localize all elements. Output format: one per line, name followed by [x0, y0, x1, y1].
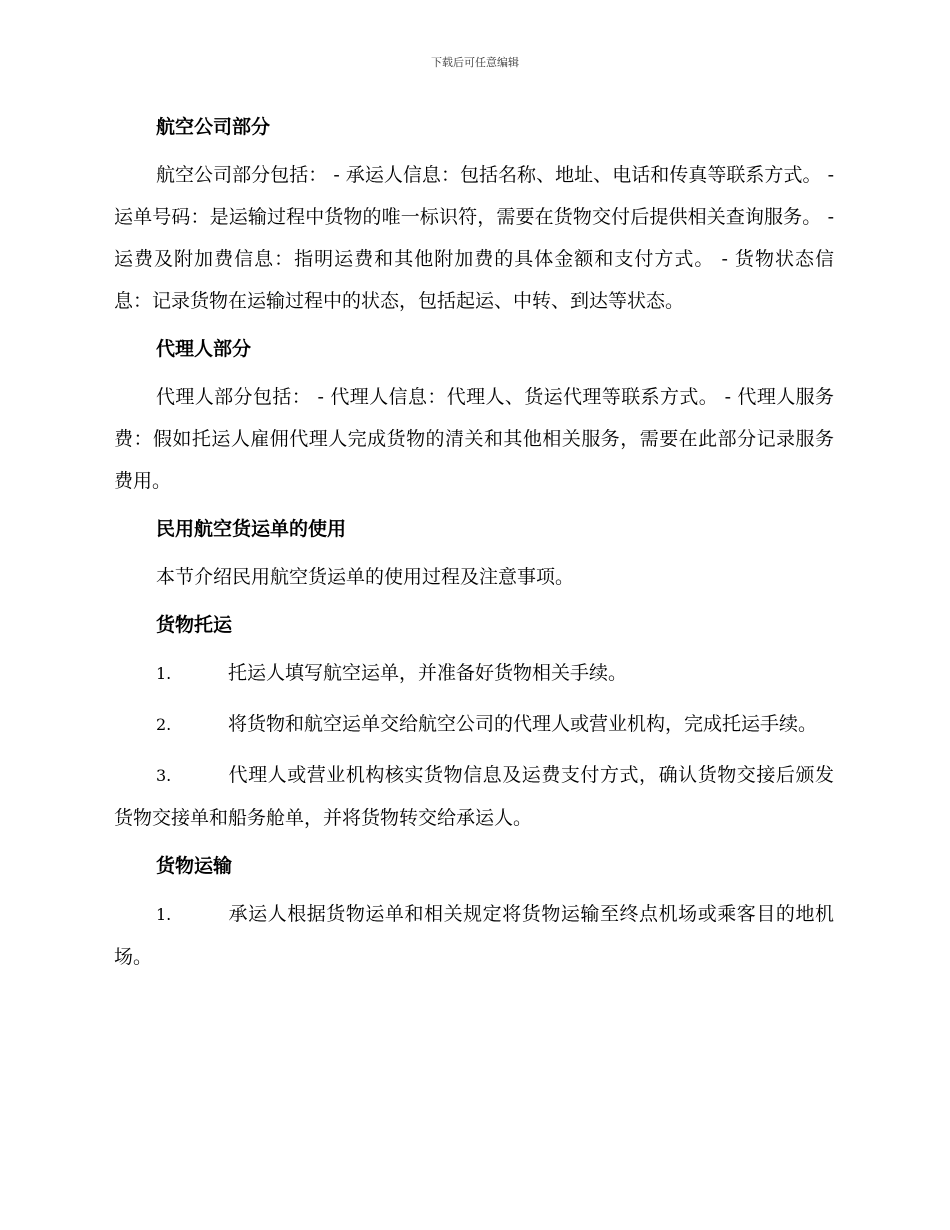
section-heading-agent: 代理人部分 — [156, 338, 252, 360]
list-text: 代理人或营业机构核实货物信息及运费支付方式，确认货物交接后颁发货物交接单和船务舱单，并将货物转交给承运人。 — [114, 764, 834, 829]
section-paragraph-agent: 代理人部分包括： - 代理人信息：代理人、货运代理等联系方式。 - 代理人服务费：假如托运人雇佣代理人完成货物的清关和其他相关服务，需要在此部分记录服务费用。 — [114, 386, 834, 492]
document-body — [114, 108, 834, 986]
section-paragraph-usage: 本节介绍民用航空货运单的使用过程及注意事项。 — [156, 566, 575, 588]
list-number: 1. — [156, 664, 172, 683]
header-note: 下载后可任意编辑 — [431, 56, 519, 69]
list-item — [114, 703, 834, 746]
list-text: 托运人填写航空运单，并准备好货物相关手续。 — [228, 662, 628, 684]
section-heading-transport: 货物运输 — [156, 855, 233, 877]
list-number: 1. — [156, 905, 172, 924]
list-text: 承运人根据货物运单和相关规定将货物运输至终点机场或乘客目的地机场。 — [114, 903, 834, 968]
section-heading-usage: 民用航空货运单的使用 — [156, 518, 347, 540]
list-number: 3. — [156, 766, 172, 785]
section-heading-airline: 航空公司部分 — [156, 116, 271, 138]
list-item — [114, 754, 834, 839]
list-item — [114, 652, 834, 695]
section-heading-consignment: 货物托运 — [156, 614, 233, 636]
list-text: 将货物和航空运单交给航空公司的代理人或营业机构，完成托运手续。 — [228, 713, 818, 735]
list-number: 2. — [156, 715, 172, 734]
section-paragraph-airline: 航空公司部分包括： - 承运人信息：包括名称、地址、电话和传真等联系方式。 - 运单号码：是运输过程中货物的唯一标识符，需要在货物交付后提供相关查询服务。 - 运费及附加费信息：指明运费和其他附加费的具体金额和支付方式。 - 货物状态信息：记录货物在运输过程中的状态，包括起运、中转、到达等状态。 — [114, 164, 834, 312]
list-item — [114, 893, 834, 978]
